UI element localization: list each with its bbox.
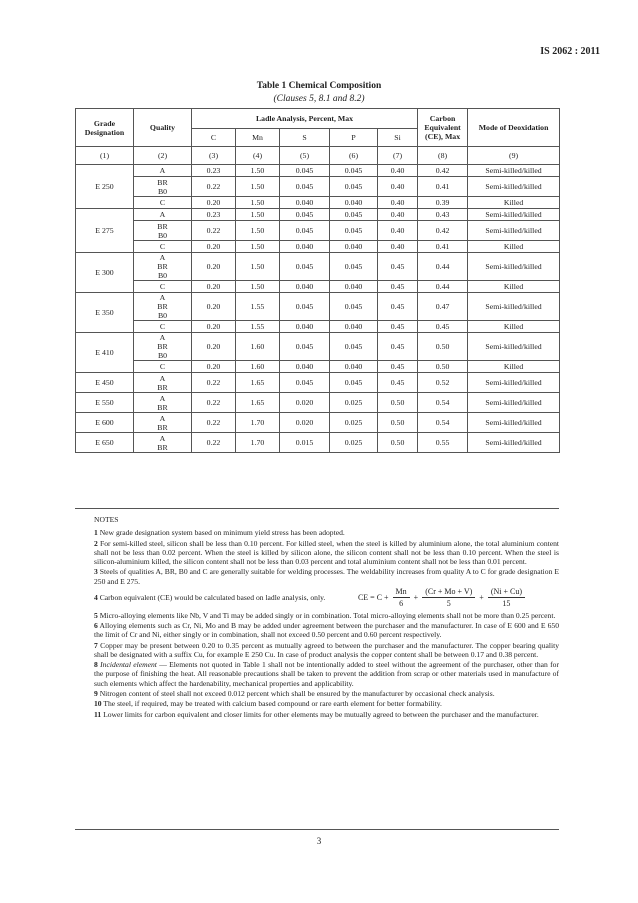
quality-cell: A BR bbox=[134, 373, 192, 393]
ce-cell: 0.50 bbox=[418, 333, 468, 361]
quality-cell: A BR B0 bbox=[134, 253, 192, 281]
grade-cell: E 300 bbox=[76, 253, 134, 293]
c-cell: 0.20 bbox=[192, 321, 236, 333]
table-row bbox=[76, 361, 560, 373]
mode-cell: Killed bbox=[468, 321, 560, 333]
table-row bbox=[76, 197, 560, 209]
header-grade: Grade Designation bbox=[76, 109, 134, 147]
note-text: Steels of qualities A, BR, B0 and C are generally suitable for welding processes. The weldability increases from quality A to C for grade designation E 250 and E 275. bbox=[94, 567, 559, 586]
c-cell: 0.20 bbox=[192, 197, 236, 209]
column-number: (5) bbox=[280, 147, 330, 165]
table-row bbox=[76, 413, 560, 433]
c-cell: 0.20 bbox=[192, 253, 236, 281]
note-text: Micro-alloying elements like Nb, V and Ti may be added singly or in combination. Total micro-alloying elements shall not be more than 0.25 percent. bbox=[99, 610, 556, 620]
ce-cell: 0.50 bbox=[418, 361, 468, 373]
note-item bbox=[94, 587, 559, 609]
mn-cell: 1.50 bbox=[236, 241, 280, 253]
standard-code: IS 2062 : 2011 bbox=[540, 46, 600, 57]
p-cell: 0.040 bbox=[330, 321, 378, 333]
ce-cell: 0.41 bbox=[418, 177, 468, 197]
mn-cell: 1.70 bbox=[236, 433, 280, 453]
p-cell: 0.040 bbox=[330, 361, 378, 373]
quality-cell: C bbox=[134, 241, 192, 253]
c-cell: 0.20 bbox=[192, 281, 236, 293]
si-cell: 0.45 bbox=[378, 333, 418, 361]
table-row bbox=[76, 321, 560, 333]
note-number: 3 bbox=[94, 567, 98, 577]
header-p: P bbox=[330, 129, 378, 147]
si-cell: 0.40 bbox=[378, 197, 418, 209]
page-number: 3 bbox=[316, 836, 322, 846]
p-cell: 0.040 bbox=[330, 281, 378, 293]
mode-cell: Semi-killed/killed bbox=[468, 333, 560, 361]
mode-cell: Semi-killed/killed bbox=[468, 413, 560, 433]
mn-cell: 1.50 bbox=[236, 253, 280, 281]
note-text: Nitrogen content of steel shall not exceed 0.012 percent which shall be ensured by the manufacturer by occasional check analysis. bbox=[99, 689, 495, 699]
table-row bbox=[76, 433, 560, 453]
note-item bbox=[94, 689, 559, 698]
mode-cell: Killed bbox=[468, 281, 560, 293]
mode-cell: Killed bbox=[468, 197, 560, 209]
column-number: (4) bbox=[236, 147, 280, 165]
formula-denominator: 15 bbox=[502, 599, 511, 609]
mode-cell: Semi-killed/killed bbox=[468, 373, 560, 393]
note-number: 10 bbox=[94, 699, 102, 709]
c-cell: 0.22 bbox=[192, 413, 236, 433]
note-item bbox=[94, 641, 559, 660]
s-cell: 0.045 bbox=[280, 209, 330, 221]
column-number: (6) bbox=[330, 147, 378, 165]
grade-cell: E 250 bbox=[76, 165, 134, 209]
mode-cell: Killed bbox=[468, 361, 560, 373]
c-cell: 0.20 bbox=[192, 241, 236, 253]
chemical-composition-table bbox=[75, 108, 560, 453]
note-item bbox=[94, 528, 559, 537]
note-item bbox=[94, 567, 559, 586]
si-cell: 0.40 bbox=[378, 209, 418, 221]
si-cell: 0.45 bbox=[378, 293, 418, 321]
mode-cell: Semi-killed/killed bbox=[468, 253, 560, 281]
grade-cell: E 350 bbox=[76, 293, 134, 333]
s-cell: 0.020 bbox=[280, 413, 330, 433]
mode-cell: Semi-killed/killed bbox=[468, 209, 560, 221]
ce-cell: 0.54 bbox=[418, 393, 468, 413]
notes-section bbox=[75, 508, 559, 720]
si-cell: 0.40 bbox=[378, 221, 418, 241]
s-cell: 0.040 bbox=[280, 281, 330, 293]
c-cell: 0.22 bbox=[192, 221, 236, 241]
note-number: 6 bbox=[94, 620, 98, 630]
quality-cell: A bbox=[134, 209, 192, 221]
quality-cell: BR B0 bbox=[134, 177, 192, 197]
note-number: 2 bbox=[94, 538, 98, 548]
note-number: 9 bbox=[94, 689, 98, 699]
ce-cell: 0.41 bbox=[418, 241, 468, 253]
ce-cell: 0.44 bbox=[418, 281, 468, 293]
ce-cell: 0.42 bbox=[418, 165, 468, 177]
si-cell: 0.45 bbox=[378, 281, 418, 293]
header-s: S bbox=[280, 129, 330, 147]
table-row bbox=[76, 373, 560, 393]
header-quality: Quality bbox=[134, 109, 192, 147]
s-cell: 0.045 bbox=[280, 221, 330, 241]
si-cell: 0.45 bbox=[378, 373, 418, 393]
p-cell: 0.045 bbox=[330, 209, 378, 221]
formula-denominator: 5 bbox=[446, 599, 451, 609]
quality-cell: BR B0 bbox=[134, 221, 192, 241]
grade-cell: E 600 bbox=[76, 413, 134, 433]
table-subtitle: (Clauses 5, 8.1 and 8.2) bbox=[273, 94, 365, 104]
ce-cell: 0.45 bbox=[418, 321, 468, 333]
note-number: 5 bbox=[94, 610, 98, 620]
p-cell: 0.045 bbox=[330, 373, 378, 393]
c-cell: 0.23 bbox=[192, 165, 236, 177]
note-text: Carbon equivalent (CE) would be calculated based on ladle analysis, only. bbox=[99, 593, 326, 603]
grade-cell: E 550 bbox=[76, 393, 134, 413]
c-cell: 0.22 bbox=[192, 373, 236, 393]
table-row bbox=[76, 281, 560, 293]
note-item bbox=[94, 611, 559, 620]
c-cell: 0.20 bbox=[192, 361, 236, 373]
si-cell: 0.45 bbox=[378, 321, 418, 333]
table-row bbox=[76, 221, 560, 241]
column-number-row bbox=[76, 147, 560, 165]
mn-cell: 1.50 bbox=[236, 165, 280, 177]
s-cell: 0.040 bbox=[280, 197, 330, 209]
table-row bbox=[76, 293, 560, 321]
mode-cell: Semi-killed/killed bbox=[468, 293, 560, 321]
p-cell: 0.025 bbox=[330, 393, 378, 413]
si-cell: 0.40 bbox=[378, 241, 418, 253]
s-cell: 0.045 bbox=[280, 165, 330, 177]
column-number: (3) bbox=[192, 147, 236, 165]
note-number: 4 bbox=[94, 593, 98, 603]
ce-cell: 0.47 bbox=[418, 293, 468, 321]
mn-cell: 1.55 bbox=[236, 293, 280, 321]
formula-plus: + bbox=[413, 593, 419, 603]
table-row bbox=[76, 241, 560, 253]
column-number: (1) bbox=[76, 147, 134, 165]
quality-cell: A BR bbox=[134, 393, 192, 413]
note-text: — Elements not quoted in Table 1 shall not be intentionally added to steel without the agreement of the purchaser, other than for the purpose of finishing the heat. All reasonable precautions shall be taken to prevent the addition from scrap or other materials used in manufacture of such elements which affect the hardenability, mechanical properties and applicability. bbox=[94, 660, 559, 688]
mode-cell: Semi-killed/killed bbox=[468, 221, 560, 241]
p-cell: 0.025 bbox=[330, 413, 378, 433]
s-cell: 0.045 bbox=[280, 333, 330, 361]
note-item bbox=[94, 621, 559, 640]
formula-numerator: Mn bbox=[393, 587, 410, 598]
quality-cell: A BR bbox=[134, 433, 192, 453]
s-cell: 0.040 bbox=[280, 321, 330, 333]
mode-cell: Semi-killed/killed bbox=[468, 433, 560, 453]
quality-cell: A bbox=[134, 165, 192, 177]
c-cell: 0.20 bbox=[192, 333, 236, 361]
s-cell: 0.045 bbox=[280, 253, 330, 281]
formula-numerator: (Ni + Cu) bbox=[488, 587, 525, 598]
mn-cell: 1.70 bbox=[236, 413, 280, 433]
s-cell: 0.040 bbox=[280, 361, 330, 373]
mn-cell: 1.55 bbox=[236, 321, 280, 333]
p-cell: 0.045 bbox=[330, 221, 378, 241]
note-text: Copper may be present between 0.20 to 0.35 percent as mutually agreed to between the purchaser and the manufacturer. The copper bearing quality shall be designated with a suffix Cu, for example E 250 Cu. In case of product analysis the copper content shall be between 0.17 and 0.38 percent. bbox=[94, 640, 559, 659]
c-cell: 0.22 bbox=[192, 177, 236, 197]
note-text: New grade designation system based on minimum yield stress has been adopted. bbox=[99, 528, 345, 538]
mode-cell: Killed bbox=[468, 241, 560, 253]
formula-lhs: CE = C + bbox=[357, 593, 389, 603]
note-number: 1 bbox=[94, 528, 98, 538]
footer-rule bbox=[75, 829, 559, 830]
p-cell: 0.045 bbox=[330, 253, 378, 281]
c-cell: 0.20 bbox=[192, 293, 236, 321]
mn-cell: 1.65 bbox=[236, 393, 280, 413]
s-cell: 0.020 bbox=[280, 393, 330, 413]
p-cell: 0.045 bbox=[330, 333, 378, 361]
quality-cell: C bbox=[134, 197, 192, 209]
si-cell: 0.50 bbox=[378, 433, 418, 453]
column-number: (8) bbox=[418, 147, 468, 165]
mode-cell: Semi-killed/killed bbox=[468, 165, 560, 177]
p-cell: 0.040 bbox=[330, 197, 378, 209]
mode-cell: Semi-killed/killed bbox=[468, 393, 560, 413]
note-item bbox=[94, 660, 559, 688]
grade-cell: E 275 bbox=[76, 209, 134, 253]
table-row bbox=[76, 165, 560, 177]
si-cell: 0.50 bbox=[378, 413, 418, 433]
p-cell: 0.045 bbox=[330, 177, 378, 197]
ce-cell: 0.52 bbox=[418, 373, 468, 393]
si-cell: 0.40 bbox=[378, 165, 418, 177]
ce-cell: 0.55 bbox=[418, 433, 468, 453]
ce-cell: 0.54 bbox=[418, 413, 468, 433]
p-cell: 0.040 bbox=[330, 241, 378, 253]
c-cell: 0.23 bbox=[192, 209, 236, 221]
ce-cell: 0.39 bbox=[418, 197, 468, 209]
formula-denominator: 6 bbox=[399, 599, 404, 609]
mn-cell: 1.50 bbox=[236, 221, 280, 241]
quality-cell: C bbox=[134, 281, 192, 293]
note-italic-term: Incidental element bbox=[100, 660, 157, 670]
s-cell: 0.045 bbox=[280, 177, 330, 197]
note-text: The steel, if required, may be treated with calcium based compound or rare earth element for better formability. bbox=[103, 699, 442, 709]
header-ladle-analysis: Ladle Analysis, Percent, Max bbox=[192, 109, 418, 129]
mn-cell: 1.50 bbox=[236, 209, 280, 221]
grade-cell: E 410 bbox=[76, 333, 134, 373]
note-number: 8 bbox=[94, 660, 98, 670]
notes-heading: NOTES bbox=[94, 515, 119, 524]
header-mn: Mn bbox=[236, 129, 280, 147]
table-title: Table 1 Chemical Composition bbox=[256, 81, 382, 91]
mn-cell: 1.65 bbox=[236, 373, 280, 393]
header-si: Si bbox=[378, 129, 418, 147]
formula-plus: + bbox=[479, 593, 484, 603]
quality-cell: A BR B0 bbox=[134, 333, 192, 361]
table-row bbox=[76, 333, 560, 361]
quality-cell: C bbox=[134, 321, 192, 333]
mn-cell: 1.50 bbox=[236, 177, 280, 197]
grade-cell: E 650 bbox=[76, 433, 134, 453]
note-number: 7 bbox=[94, 640, 98, 650]
s-cell: 0.040 bbox=[280, 241, 330, 253]
note-item bbox=[94, 710, 559, 719]
mn-cell: 1.60 bbox=[236, 361, 280, 373]
mode-cell: Semi-killed/killed bbox=[468, 177, 560, 197]
note-text: For semi-killed steel, silicon shall be less than 0.10 percent. For killed steel, when the steel is killed by aluminium alone, the total aluminium content shall not be less than 0.02 percent. When the steel is killed by silicon alone, the silicon content shall not be less than 0.10 percent. When the steel is silicon-aluminium killed, the silicon content shall not be less than 0.03 percent and total aluminium content shall not be less than 0.01 percent. bbox=[94, 538, 559, 567]
grade-cell: E 450 bbox=[76, 373, 134, 393]
column-number: (2) bbox=[134, 147, 192, 165]
ce-cell: 0.43 bbox=[418, 209, 468, 221]
p-cell: 0.045 bbox=[330, 293, 378, 321]
note-number: 11 bbox=[94, 709, 102, 719]
note-item bbox=[94, 699, 559, 708]
ce-formula bbox=[358, 587, 529, 609]
quality-cell: A BR B0 bbox=[134, 293, 192, 321]
note-text: Lower limits for carbon equivalent and closer limits for other elements may be mutually agreed to between the purchaser and the manufacturer. bbox=[103, 709, 539, 719]
mn-cell: 1.50 bbox=[236, 197, 280, 209]
si-cell: 0.50 bbox=[378, 393, 418, 413]
header-c: C bbox=[192, 129, 236, 147]
formula-numerator: (Cr + Mo + V) bbox=[422, 587, 475, 598]
si-cell: 0.45 bbox=[378, 361, 418, 373]
c-cell: 0.22 bbox=[192, 393, 236, 413]
header-deoxidation: Mode of Deoxidation bbox=[468, 109, 560, 147]
table-row bbox=[76, 393, 560, 413]
p-cell: 0.045 bbox=[330, 165, 378, 177]
quality-cell: C bbox=[134, 361, 192, 373]
s-cell: 0.045 bbox=[280, 293, 330, 321]
c-cell: 0.22 bbox=[192, 433, 236, 453]
mn-cell: 1.60 bbox=[236, 333, 280, 361]
note-text: Alloying elements such as Cr, Ni, Mo and B may be added under agreement between the purchaser and the manufacturer. In case of E 600 and E 650 the limit of Cr and Ni, either singly or in combination, shall not exceed 0.50 percent and 0.60 percent respectively. bbox=[94, 620, 559, 640]
ce-cell: 0.44 bbox=[418, 253, 468, 281]
table-row bbox=[76, 177, 560, 197]
si-cell: 0.45 bbox=[378, 253, 418, 281]
s-cell: 0.045 bbox=[280, 373, 330, 393]
column-number: (7) bbox=[378, 147, 418, 165]
si-cell: 0.40 bbox=[378, 177, 418, 197]
mn-cell: 1.50 bbox=[236, 281, 280, 293]
table-row bbox=[76, 209, 560, 221]
quality-cell: A BR bbox=[134, 413, 192, 433]
table-row bbox=[76, 253, 560, 281]
header-carbon-equivalent: Carbon Equivalent (CE), Max bbox=[418, 109, 468, 147]
column-number: (9) bbox=[468, 147, 560, 165]
note-item bbox=[94, 539, 559, 567]
s-cell: 0.015 bbox=[280, 433, 330, 453]
p-cell: 0.025 bbox=[330, 433, 378, 453]
ce-cell: 0.42 bbox=[418, 221, 468, 241]
